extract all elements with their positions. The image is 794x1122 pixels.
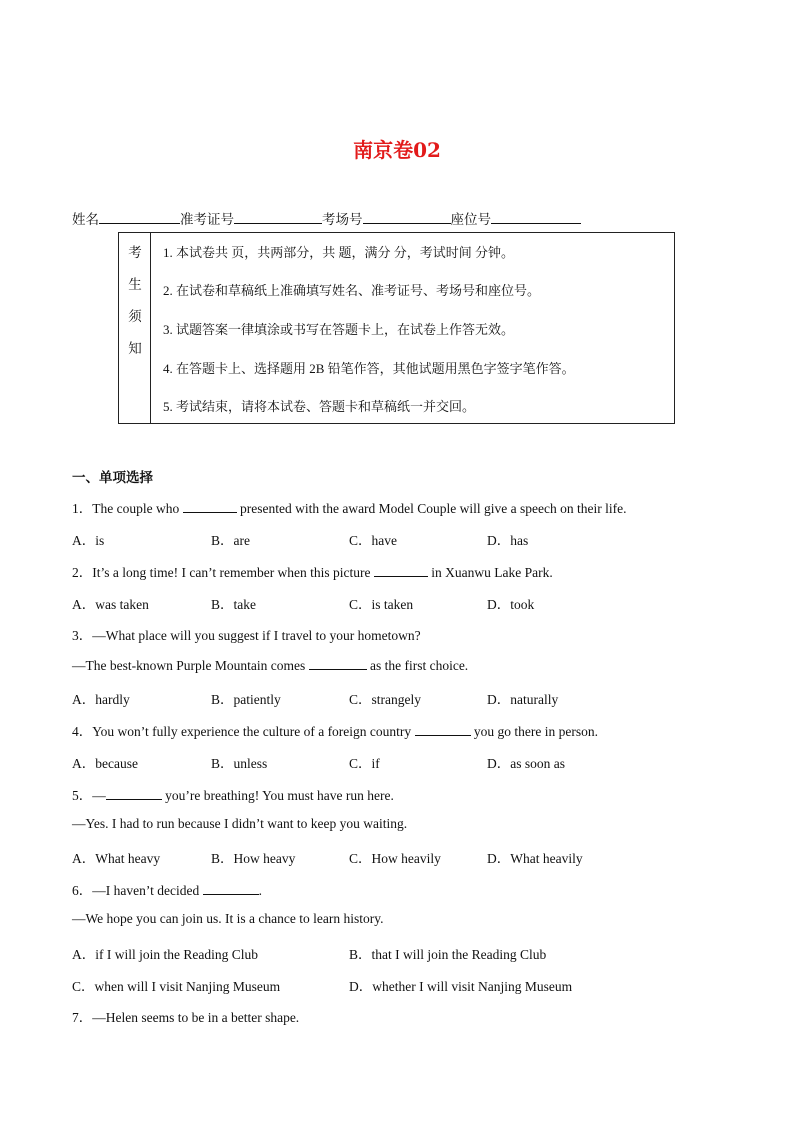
question-text: you go there in person. — [470, 724, 599, 739]
option-a[interactable]: A．hardly — [72, 692, 130, 707]
question-text: 6．—I haven’t decided — [72, 883, 203, 898]
question-6-reply: —We hope you can join us. It is a chance to learn history. — [72, 911, 384, 926]
option-b[interactable]: B．take — [211, 597, 256, 612]
option-a[interactable]: A．if I will join the Reading Club — [72, 947, 258, 962]
notice-side-char: 考 — [128, 245, 142, 260]
question-text: 4．You won’t fully experience the culture of a foreign country — [72, 724, 415, 739]
question-3-reply — [72, 656, 468, 674]
option-c[interactable]: C．How heavily — [349, 851, 441, 866]
answer-blank[interactable] — [309, 656, 367, 670]
student-info-row — [72, 208, 581, 228]
option-d[interactable]: D．as soon as — [487, 756, 565, 771]
answer-blank[interactable] — [183, 499, 237, 513]
question-text: —The best-known Purple Mountain comes — [72, 658, 309, 673]
notice-side-char: 知 — [128, 341, 142, 356]
notice-item: 1. 本试卷共 页，共两部分，共 题，满分 分，考试时间 分钟。 — [163, 245, 515, 260]
exam-no-blank[interactable] — [234, 210, 322, 224]
option-c[interactable]: C．is taken — [349, 597, 414, 612]
option-a[interactable]: A．because — [72, 756, 138, 771]
question-text: . — [258, 883, 262, 898]
question-text: 5．— — [72, 788, 106, 803]
question-text: as the first choice. — [366, 658, 469, 673]
notice-side-char: 生 — [128, 277, 142, 292]
question-6 — [72, 879, 262, 899]
question-text: 2．It’s a long time! I can’t remember when this picture — [72, 565, 374, 580]
option-a[interactable]: A．was taken — [72, 597, 149, 612]
question-text: you’re breathing! You must have run here. — [161, 788, 394, 803]
notice-item: 5. 考试结束，请将本试卷、答题卡和草稿纸一并交回。 — [163, 399, 476, 414]
option-c[interactable]: C．strangely — [349, 692, 421, 707]
option-b[interactable]: B．are — [211, 533, 250, 548]
option-d[interactable]: D．took — [487, 597, 535, 612]
option-a[interactable]: A．is — [72, 533, 105, 548]
seat-blank[interactable] — [491, 210, 581, 224]
option-b[interactable]: B．patiently — [211, 692, 281, 707]
option-d[interactable]: D．What heavily — [487, 851, 583, 866]
option-d[interactable]: D．naturally — [487, 692, 559, 707]
answer-blank[interactable] — [203, 881, 259, 895]
question-1 — [72, 497, 627, 517]
question-5 — [72, 784, 394, 804]
option-a[interactable]: A．What heavy — [72, 851, 161, 866]
notice-box — [118, 232, 675, 424]
question-text: in Xuanwu Lake Park. — [427, 565, 553, 580]
question-3: 3．—What place will you suggest if I travel to your hometown? — [72, 628, 421, 643]
question-4 — [72, 720, 598, 740]
notice-item: 2. 在试卷和草稿纸上准确填写姓名、准考证号、考场号和座位号。 — [163, 283, 541, 298]
name-label: 姓名 — [72, 212, 99, 227]
page-title: 南京卷02 — [353, 138, 441, 162]
notice-side-label — [119, 233, 151, 423]
question-2 — [72, 561, 553, 581]
option-b[interactable]: B．unless — [211, 756, 268, 771]
question-text: 1．The couple who — [72, 501, 183, 516]
option-c[interactable]: C．if — [349, 756, 380, 771]
section-heading: 一、单项选择 — [72, 470, 153, 486]
room-label: 考场号 — [322, 212, 363, 227]
option-d[interactable]: D．whether I will visit Nanjing Museum — [349, 979, 573, 994]
answer-blank[interactable] — [106, 786, 162, 800]
option-b[interactable]: B．that I will join the Reading Club — [349, 947, 547, 962]
answer-blank[interactable] — [415, 722, 471, 736]
notice-item: 3. 试题答案一律填涂或书写在答题卡上，在试卷上作答无效。 — [163, 322, 515, 337]
question-text: presented with the award Model Couple will give a speech on their life. — [236, 501, 627, 516]
question-5-reply: —Yes. I had to run because I didn’t want to keep you waiting. — [72, 816, 408, 831]
option-d[interactable]: D．has — [487, 533, 529, 548]
name-blank[interactable] — [99, 210, 180, 224]
option-c[interactable]: C．when will I visit Nanjing Museum — [72, 979, 281, 994]
notice-item: 4. 在答题卡上、选择题用 2B 铅笔作答，其他试题用黑色字签字笔作答。 — [163, 361, 575, 376]
exam-no-label: 准考证号 — [180, 212, 234, 227]
answer-blank[interactable] — [374, 563, 428, 577]
notice-side-char: 须 — [128, 309, 142, 324]
option-c[interactable]: C．have — [349, 533, 397, 548]
option-b[interactable]: B．How heavy — [211, 851, 296, 866]
question-7: 7．—Helen seems to be in a better shape. — [72, 1010, 300, 1025]
seat-label: 座位号 — [450, 212, 491, 227]
room-blank[interactable] — [363, 210, 451, 224]
